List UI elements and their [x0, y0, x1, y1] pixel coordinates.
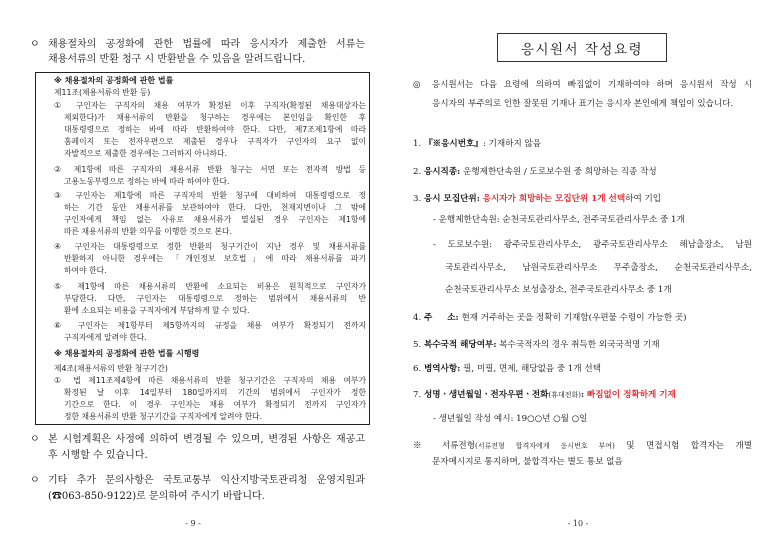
clause-number: ②: [54, 165, 67, 174]
law-excerpt-box: [35, 72, 370, 425]
item-text: 운행제한단속원 / 도로보수원 중 희망하는 직종 작성: [463, 167, 657, 177]
item-label-note: (휴대전화): [548, 391, 581, 399]
act-clause-3-line-1: [54, 190, 366, 202]
title-box: [497, 33, 667, 62]
item-3-sub-2-line-1: - 도로보수원: 광주국토관리사무소, 광주국토관리사무소 해남출장소, 남원: [433, 240, 752, 250]
intro-line-1: 채용절차의 공정화에 관한 법률에 따라 응시자가 제출한 서류는: [48, 39, 365, 50]
act-clause-4-line-3: 하여야 한다.: [64, 266, 107, 275]
decree-clause-1-line-3: 기간으로 한다. 이 경우 구인자는 채용 여부가 확정되기 전까지 구인자가: [64, 400, 366, 409]
act-article-title: 제11조(채용서류의 반환 등): [54, 88, 151, 97]
intro-line-1: [413, 79, 752, 91]
item-number: 6.: [413, 364, 422, 374]
act-clause-5-line-3: 환에 소요되는 비용을 구직자에게 부담하게 할 수 있다.: [64, 306, 250, 315]
page-number: - 10 -: [567, 519, 589, 528]
item-1: [413, 138, 753, 150]
decree-heading: ※ 채용절차의 공정화에 관한 법률 시행령: [54, 349, 200, 358]
item-label: 성명ㆍ생년월일ㆍ전자우편ㆍ전화: [423, 390, 549, 400]
clause-text: 구인자는 제1항에 따른 구직자의 반환 청구에 대비하여 대통령령으로 정: [75, 191, 366, 200]
act-clause-2-line-2: 고용노동부령으로 정하는 바에 따라 하여야 한다.: [64, 177, 230, 186]
item-2: [413, 166, 753, 178]
item-number: 1.: [413, 139, 422, 149]
clause-number: ④: [54, 242, 67, 251]
note-2-line-1: 기타 추가 문의사항은 국토교통부 익산지방국토관리청 운영지원과: [48, 475, 365, 486]
page-title: 응시원서 작성요령: [520, 41, 644, 58]
footnote-lead: 서류전형: [441, 441, 476, 451]
item-number: 2.: [413, 167, 422, 177]
clause-text: 법 제11조제4항에 따른 채용서류의 반환 청구기간은 구직자의 채용 여부가: [73, 376, 366, 385]
item-3: [413, 193, 753, 205]
item-number: 4.: [413, 313, 422, 323]
item-label: 『※응시번호』: [423, 139, 483, 149]
page-10: [387, 0, 773, 547]
act-clause-5-line-1: [54, 281, 366, 293]
decree-clause-1-line-4: 정한 채용서류의 반환 청구기간을 구직자에게 알려야 한다.: [64, 412, 263, 421]
act-clause-1-line-3: 대통령령으로 정하는 바에 따라 반환하여야 한다. 다만, 제7조제1항에 따라: [64, 125, 366, 134]
item-highlight: 빠짐없이 정확하게 기재: [586, 390, 676, 400]
intro-bullet: ◎: [413, 80, 425, 90]
act-clause-5-line-2: 부담한다. 다만, 구인자는 대통령령으로 정하는 범위에서 채용서류의 반: [64, 294, 366, 303]
note-1-line-2: 후 시행할 수 있습니다.: [48, 450, 148, 461]
act-clause-1-line-2: 제외한다)가 채용서류의 반환을 청구하는 경우에는 본인임을 확인한 후: [64, 113, 366, 122]
act-clause-1-line-5: 자발적으로 제출한 경우에는 그러하지 아니하다.: [64, 149, 228, 158]
act-clause-3-line-2: 하는 기간 동안 채용서류를 보관하여야 한다. 다만, 천재지변이나 그 밖에: [64, 203, 366, 212]
decree-article-title: 제4조(채용서류의 반환 청구기간): [54, 364, 168, 373]
decree-clause-1-line-1: [54, 375, 366, 387]
note-1-line-1: 본 시험계획은 사정에 의하여 변경될 수 있으며, 변경된 사항은 재공고: [48, 434, 365, 445]
act-clause-6-line-2: 구직자에게 알려야 한다.: [64, 333, 147, 342]
act-clause-2-line-1: [54, 164, 366, 176]
act-clause-4-line-2: 반환하지 아니한 경우에는 「개인정보 보호법」에 따라 채용서류를 파기: [64, 254, 366, 263]
item-text: 하여 기입: [625, 194, 662, 204]
clause-text: 제1항에 따른 구직자의 채용서류 반환 청구는 서면 또는 전자적 방법 등: [73, 165, 366, 174]
item-text: 복수국적자의 경우 취득한 외국국적명 기재: [499, 340, 660, 350]
act-clause-4-line-1: [54, 241, 366, 253]
footnote-note: (서류전형 합격자에게 응시번호 부여): [475, 442, 615, 450]
clause-number: ⑤: [54, 282, 68, 291]
item-4: [413, 312, 753, 324]
intro-bullet: ㅇ: [30, 39, 40, 50]
act-heading: ※ 채용절차의 공정화에 관한 법률: [54, 76, 174, 85]
item-7: [413, 389, 753, 401]
item-label: 병역사항:: [423, 364, 461, 374]
item-text: 필, 미필, 면제, 해당없음 중 1개 선택: [463, 364, 602, 374]
act-clause-3-line-3: 구인자에게 책임 없는 사유로 채용서류가 멸실된 경우 구인자는 제1항에: [64, 215, 366, 224]
decree-clause-1-line-2: 확정된 날 이후 14일부터 180일까지의 기간의 범위에서 구인자가 정한: [64, 388, 366, 397]
intro-text: 응시원서는 다음 요령에 의하여 빠짐없이 기재하여야 하며 응시원서 작성 시: [431, 80, 753, 90]
item-highlight: 응시자가 희망하는 모집단위 1개 선택: [482, 194, 626, 204]
clause-number: ①: [54, 376, 66, 385]
clause-number: ⑥: [54, 321, 69, 330]
act-clause-1-line-1: [54, 100, 366, 112]
clause-number: ①: [54, 101, 68, 110]
act-clause-1-line-4: 홈페이지 또는 전자우편으로 제출된 경우나 구직자가 구인자의 요구 없이: [64, 137, 366, 146]
note-2-bullet: ㅇ: [30, 475, 40, 486]
clause-number: ③: [54, 191, 67, 200]
item-label: 주 소:: [423, 313, 459, 323]
item-text: 현재 거주하는 곳을 정확히 기재함(우편물 수령이 가능한 곳): [461, 313, 687, 323]
act-clause-6-line-1: [54, 320, 366, 332]
item-number: 5.: [413, 340, 422, 350]
item-5: [413, 339, 753, 351]
item-number: 3.: [413, 194, 422, 204]
clause-text: 제1항에 따른 채용서류의 반환에 소요되는 비용은 원칙적으로 구인자가: [77, 282, 366, 291]
item-separator: :: [580, 390, 585, 400]
page-9: [0, 0, 386, 547]
note-1-bullet: ㅇ: [30, 434, 40, 445]
item-label: 복수국적 해당여부:: [423, 340, 497, 350]
item-7-sub-1: - 생년월일 작성 예시: 19○○년 ○월 ○일: [433, 414, 588, 424]
item-3-sub-1: - 운행제한단속원: 순천국토관리사무소, 전주국토관리사무소 중 1개: [433, 215, 685, 225]
intro-line-2: 응시자의 부주의로 인한 잘못된 기재나 표기는 응시자 본인에게 책임이 있습니다.: [432, 99, 734, 109]
item-6: [413, 363, 753, 375]
item-label: 응시직종:: [423, 167, 461, 177]
item-3-sub-2-line-2: 국토관리사무소, 남원국토관리사무소 무주출장소, 순천국토관리사무소,: [445, 263, 752, 273]
footnote-line-1: [413, 440, 752, 452]
item-3-sub-2-line-3: 순천국토관리사무소 보성출장소, 전주국토관리사무소 중 1개: [445, 285, 672, 295]
intro-line-2: 채용서류의 반환 청구 시 반환받을 수 있음을 알려드립니다.: [48, 54, 306, 65]
item-number: 7.: [413, 390, 422, 400]
footnote-line-2: 문자메시지로 통지하며, 불합격자는 별도 통보 없음: [432, 457, 623, 467]
note-2-line-2: (☎063-850-9122)로 문의하여 주시기 바랍니다.: [48, 491, 265, 502]
footnote-mark: ※: [413, 441, 431, 451]
page-number: - 9 -: [185, 519, 201, 528]
item-text: : 기재하지 않음: [482, 139, 542, 149]
footnote-rest: 및 면접시험 합격자는 개별: [614, 441, 752, 451]
clause-text: 구인자는 대통령령으로 정한 반환의 청구기간이 지난 경우 및 채용서류를: [74, 242, 366, 251]
act-clause-3-line-4: 따른 채용서류의 반환 의무를 이행한 것으로 본다.: [64, 227, 232, 236]
clause-text: 구인자는 구직자의 채용 여부가 확정된 이후 구직자(확정된 채용대상자는: [75, 101, 366, 110]
clause-text: 구인자는 제1항부터 제5항까지의 규정을 채용 여부가 확정되기 전까지: [77, 321, 366, 330]
item-label: 응시 모집단위:: [423, 194, 480, 204]
